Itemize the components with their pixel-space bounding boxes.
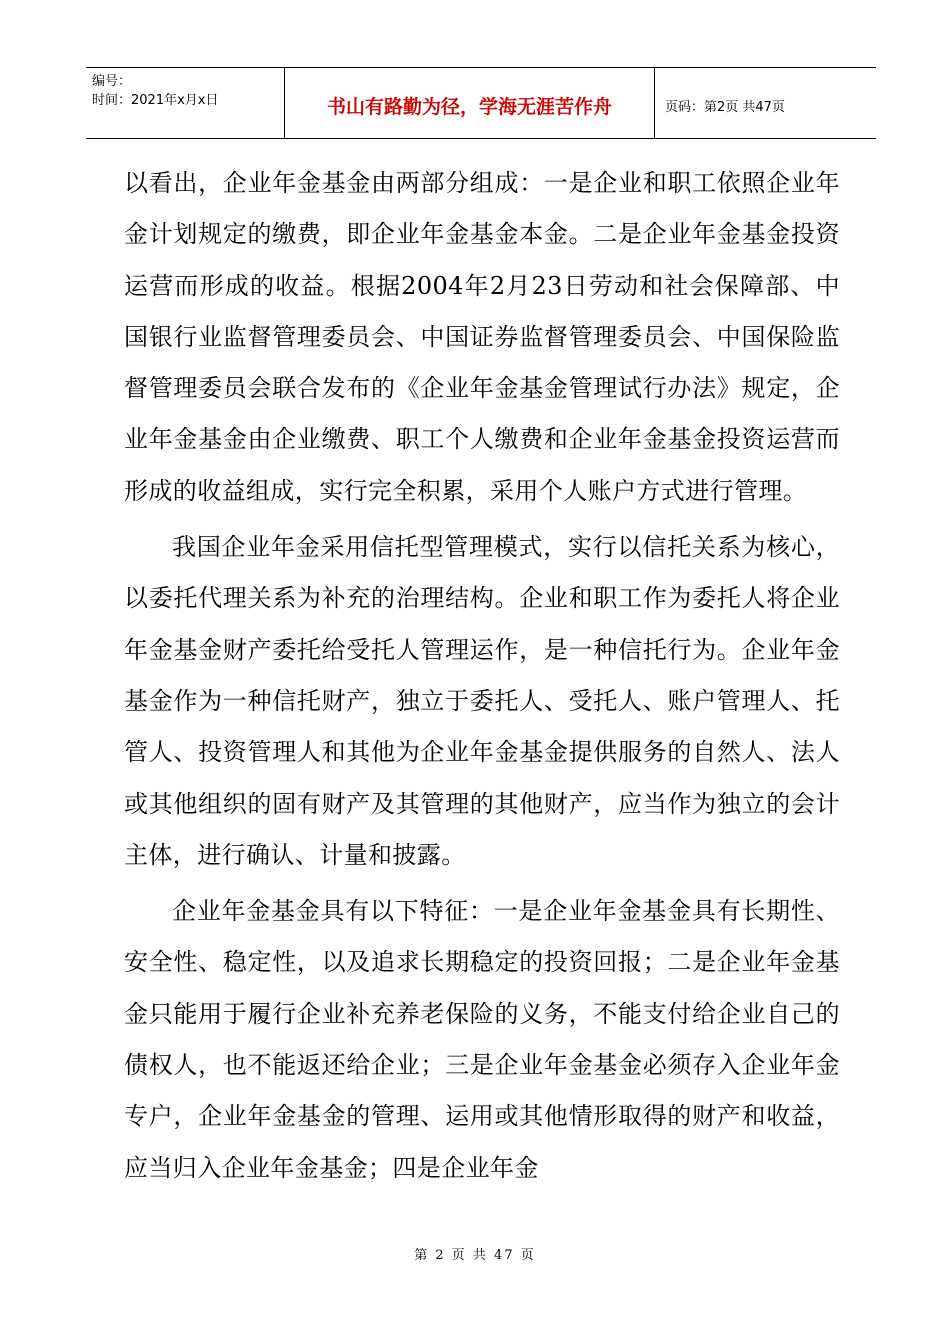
paragraph: 以看出，企业年金基金由两部分组成：一是企业和职工依照企业年金计划规定的缴费，即企业年金基金本金。二是企业年金基金投资运营而形成的收益。根据2004年2月23日劳动和社会保障部、中国银行业监督管理委员会、中国证券监督管理委员会、中国保险监督管理委员会联合发布的《企业年金基金管理试行办法》规定，企业年金基金由企业缴费、职工个人缴费和企业年金基金投资运营而形成的收益组成，实行完全积累，采用个人账户方式进行管理。 xyxy=(124,169,840,505)
header-motto: 书山有路勤为径，学海无涯苦作舟 xyxy=(285,68,655,138)
paragraph: 我国企业年金采用信托型管理模式，实行以信托关系为核心，以委托代理关系为补充的治理结构。企业和职工作为委托人将企业年金基金财产委托给受托人管理运作，是一种信托行为。企业年金基金作为一种信托财产，独立于委托人、受托人、账户管理人、托管人、投资管理人和其他为企业年金基金提供服务的自然人、法人或其他组织的固有财产及其管理的其他财产，应当作为独立的会计主体，进行确认、计量和披露。 xyxy=(124,533,840,869)
header-meta xyxy=(86,68,285,138)
number-label: 编号： xyxy=(92,74,132,89)
paragraph: 企业年金基金具有以下特征：一是企业年金基金具有长期性、安全性、稳定性，以及追求长期稳定的投资回报；二是企业年金基金只能用于履行企业补充养老保险的义务，不能支付给企业自己的债权人，也不能返还给企业；三是企业年金基金必须存入企业年金专户，企业年金基金的管理、运用或其他情形取得的财产和收益，应当归入企业年金基金；四是企业年金 xyxy=(124,897,840,1182)
document-body xyxy=(124,158,840,1199)
header-page-info: 页码：第2页 共47页 xyxy=(665,99,785,115)
page-footer: 第 2 页 共 47 页 xyxy=(414,1248,536,1263)
page-header xyxy=(86,67,876,139)
time-label: 时间：2021年x月x日 xyxy=(92,93,219,108)
